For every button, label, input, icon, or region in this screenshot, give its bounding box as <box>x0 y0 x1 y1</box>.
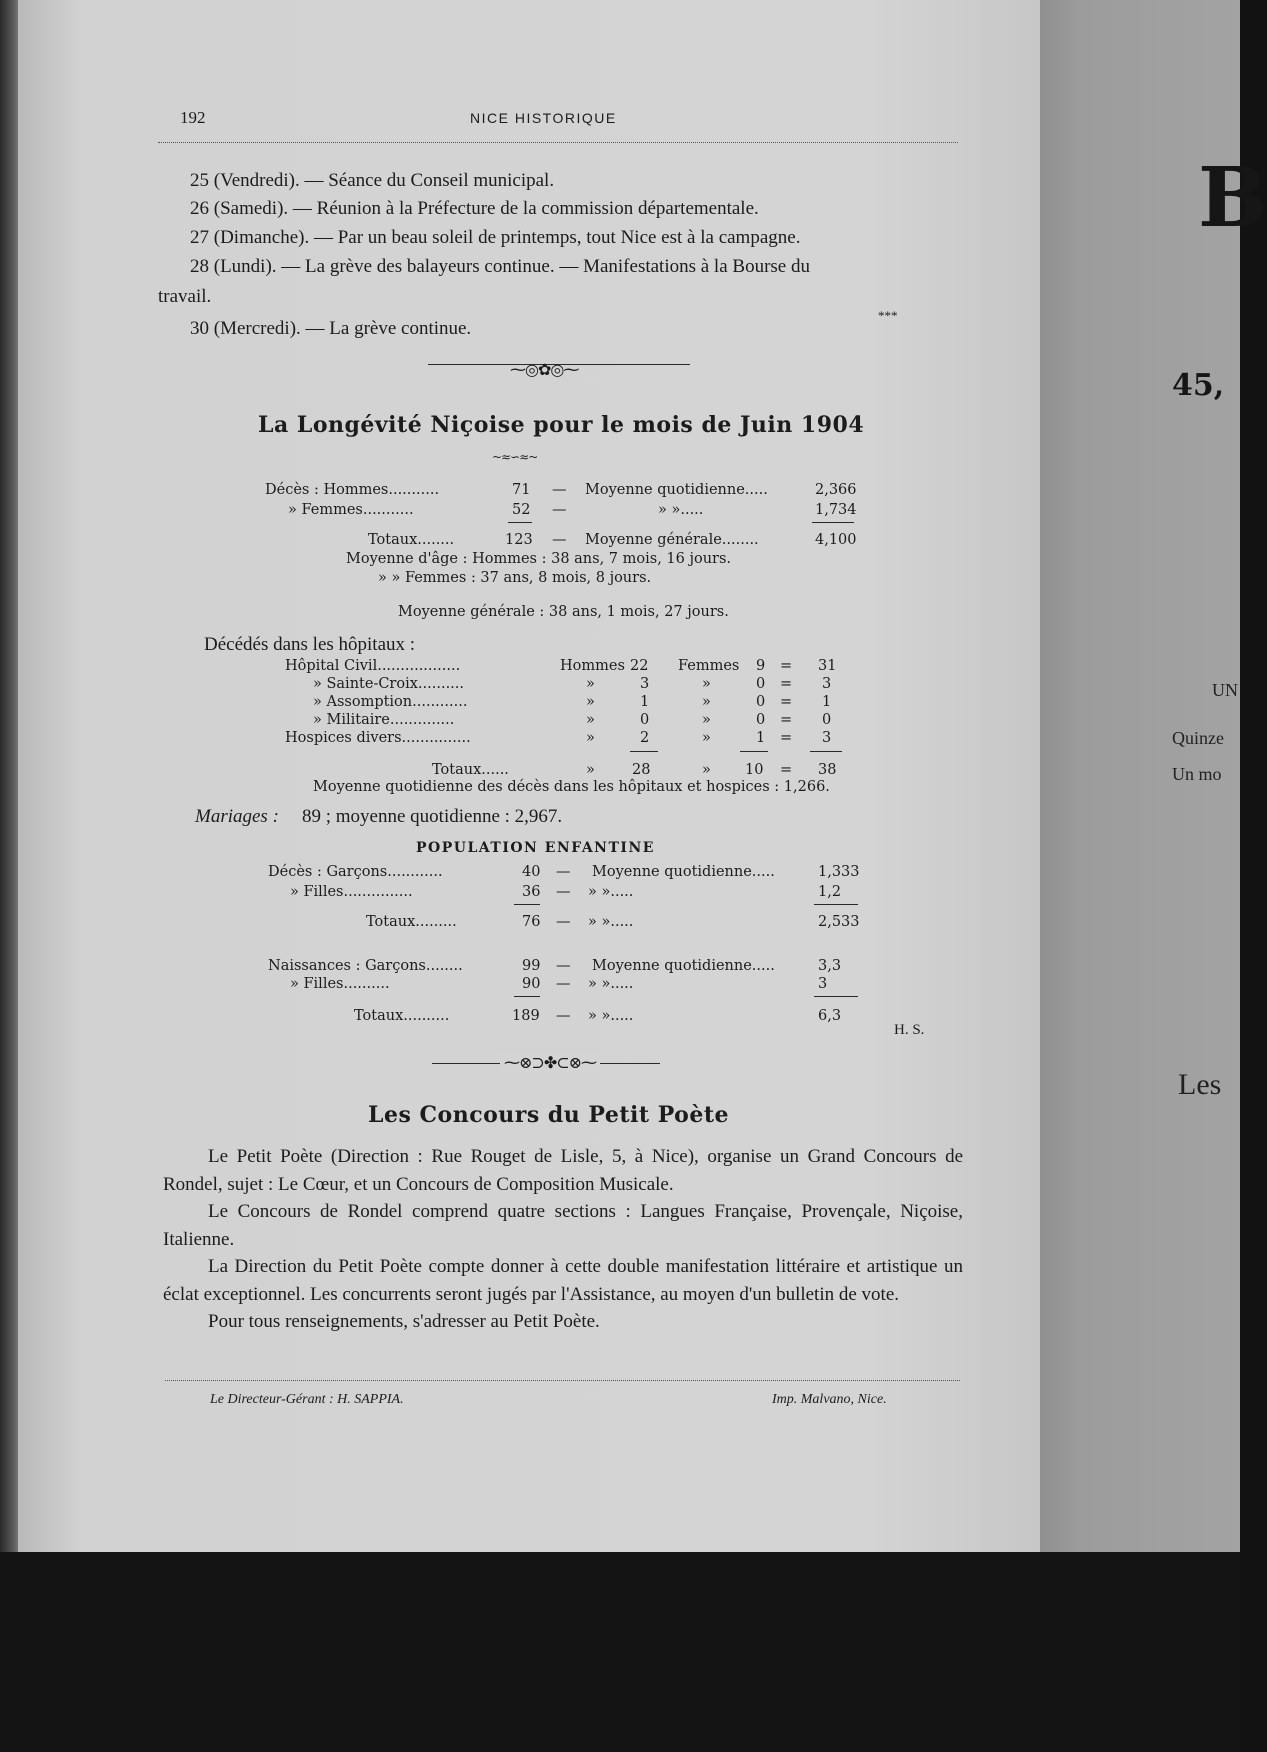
hospital-men: » <box>586 762 595 778</box>
totals-label: Totaux......... <box>366 914 457 930</box>
author-signature: H. S. <box>894 1022 925 1038</box>
row-value: 90 <box>522 976 541 992</box>
adjacent-fragment-un: UN <box>1212 680 1238 700</box>
hospital-men-count: 22 <box>630 658 649 674</box>
row-dash: — <box>556 864 571 880</box>
totals-value: 123 <box>505 532 533 548</box>
adjacent-fragment-quinze: Quinze <box>1172 728 1224 748</box>
hospitals-heading: Décédés dans les hôpitaux : <box>204 634 416 655</box>
marriages-label: Mariages : <box>195 806 279 827</box>
sum-rule <box>630 751 658 752</box>
chronicle-entry: 30 (Mercredi). — La grève continue. <box>190 318 472 339</box>
row-label: » Filles.......... <box>290 976 390 992</box>
row-dash: — <box>556 914 571 930</box>
row-value: 71 <box>512 482 531 498</box>
footer-director: Le Directeur-Gérant : H. SAPPIA. <box>210 1392 404 1407</box>
hospital-total: 1 <box>822 694 832 710</box>
hospital-men: » <box>586 730 595 746</box>
totals-desc: » »..... <box>588 914 634 930</box>
average-age-general: Moyenne générale : 38 ans, 1 mois, 27 jours. <box>398 604 729 620</box>
hospital-men: Hommes <box>560 658 625 674</box>
marriages-text: 89 ; moyenne quotidienne : 2,967. <box>302 806 563 827</box>
totals-average: 4,100 <box>815 532 857 548</box>
hospital-men-count: 3 <box>640 676 650 692</box>
hospital-equals: = <box>780 712 793 728</box>
row-label: » Femmes........... <box>288 502 414 518</box>
sum-rule <box>514 904 540 905</box>
hospital-grand-total: 38 <box>818 762 837 778</box>
hospital-name: » Militaire.............. <box>313 712 455 728</box>
page-number: 192 <box>180 108 206 127</box>
row-desc: » »..... <box>588 976 634 992</box>
row-dash: — <box>556 884 571 900</box>
adjacent-fragment-45: 45, <box>1172 368 1225 403</box>
row-average: 1,734 <box>815 502 857 518</box>
row-average: 1,333 <box>818 864 860 880</box>
hospital-women-count: 0 <box>756 676 766 692</box>
hospital-equals: = <box>780 730 793 746</box>
row-value: 99 <box>522 958 541 974</box>
row-dash: — <box>552 532 567 548</box>
hospital-name: » Sainte-Croix.......... <box>313 676 465 692</box>
hospital-name: Hôpital Civil.................. <box>285 658 461 674</box>
hospital-total: 31 <box>818 658 837 674</box>
row-average: 3,3 <box>818 958 842 974</box>
row-average: 3 <box>818 976 828 992</box>
hospital-total: 3 <box>822 676 832 692</box>
header-rule <box>158 142 958 143</box>
running-title: NICE HISTORIQUE <box>470 110 617 126</box>
hospital-women: » <box>702 676 711 692</box>
hospital-women: » <box>702 762 711 778</box>
totals-label: Totaux........ <box>368 532 455 548</box>
section-title-longevity: La Longévité Niçoise pour le mois de Juin 1904 <box>258 412 865 438</box>
adjacent-fragment-les: Les <box>1178 1068 1222 1101</box>
sum-rule <box>740 751 768 752</box>
hospital-equals: = <box>780 676 793 692</box>
totals-value: 189 <box>512 1008 540 1024</box>
sum-rule <box>514 996 540 997</box>
adjacent-page <box>1040 0 1267 1552</box>
row-desc: Moyenne quotidienne..... <box>592 958 775 974</box>
contest-paragraph: Le Concours de Rondel comprend quatre sections : Langues Française, Provençale, Niçoise, Italienne. <box>163 1201 963 1250</box>
hospital-women: » <box>702 712 711 728</box>
contest-paragraph: Pour tous renseignements, s'adresser au Petit Poète. <box>208 1311 600 1332</box>
row-value: 52 <box>512 502 531 518</box>
hospital-women-total: 10 <box>745 762 764 778</box>
row-label: Décès : Garçons............ <box>268 864 443 880</box>
chronicle-entry: 26 (Samedi). — Réunion à la Préfecture de la commission départementale. <box>190 198 759 219</box>
hospital-men-total: 28 <box>632 762 651 778</box>
row-label: » Filles............... <box>290 884 413 900</box>
hospital-women: » <box>702 694 711 710</box>
sum-rule <box>814 904 858 905</box>
chronicle-entry: travail. <box>158 286 212 307</box>
sum-rule <box>814 996 858 997</box>
hospital-daily-average-note: Moyenne quotidienne des décès dans les hôpitaux et hospices : 1,266. <box>313 779 830 795</box>
footer-rule <box>165 1380 960 1381</box>
hospital-totals-label: Totaux...... <box>432 762 509 778</box>
hospital-equals: = <box>780 762 793 778</box>
chronicle-entry: 27 (Dimanche). — Par un beau soleil de printemps, tout Nice est à la campagne. <box>190 227 801 248</box>
sum-rule <box>810 751 842 752</box>
scan-background <box>0 1552 1240 1752</box>
adjacent-fragment-b: B <box>1198 150 1267 246</box>
adjacent-fragment-un-mo: Un mo <box>1172 764 1222 784</box>
totals-average: 2,533 <box>818 914 860 930</box>
chronicle-entry: 28 (Lundi). — La grève des balayeurs continue. — Manifestations à la Bourse du <box>190 256 810 277</box>
hospital-women: » <box>702 730 711 746</box>
row-average: 1,2 <box>818 884 842 900</box>
row-dash: — <box>556 976 571 992</box>
fleuron-ornament: ⁓◎✿◎⁓ <box>510 360 579 379</box>
totals-value: 76 <box>522 914 541 930</box>
children-heading: POPULATION ENFANTINE <box>416 840 655 856</box>
row-label: Décès : Hommes........... <box>265 482 440 498</box>
average-age-men: Moyenne d'âge : Hommes : 38 ans, 7 mois, 16 jours. <box>346 551 732 567</box>
totals-average: 6,3 <box>818 1008 842 1024</box>
hospital-men-count: 0 <box>640 712 650 728</box>
row-desc: Moyenne quotidienne..... <box>585 482 768 498</box>
hospital-men: » <box>586 694 595 710</box>
asterism: *** <box>878 308 898 323</box>
row-value: 36 <box>522 884 541 900</box>
row-dash: — <box>552 502 567 518</box>
contest-body <box>163 1143 963 1336</box>
hospital-name: » Assomption............ <box>313 694 468 710</box>
row-average: 2,366 <box>815 482 857 498</box>
hospital-total: 0 <box>822 712 832 728</box>
row-dash: — <box>552 482 567 498</box>
totals-desc: Moyenne générale........ <box>585 532 759 548</box>
hospital-equals: = <box>780 694 793 710</box>
hospital-men: » <box>586 676 595 692</box>
footer-printer: Imp. Malvano, Nice. <box>772 1392 887 1407</box>
hospital-total: 3 <box>822 730 832 746</box>
row-value: 40 <box>522 864 541 880</box>
row-desc: » »..... <box>588 884 634 900</box>
contest-paragraph: La Direction du Petit Poète compte donner à cette double manifestation littéraire et artistique un éclat exceptionnel. Les concurrents seront jugés par l'Assistance, au moyen d'un bulletin de vote. <box>163 1256 963 1305</box>
fleuron-ornament: ⁓⊗⊃✤⊂⊗⁓ <box>500 1053 600 1072</box>
hospital-men-count: 2 <box>640 730 650 746</box>
hospital-name: Hospices divers............... <box>285 730 471 746</box>
totals-desc: » »..... <box>588 1008 634 1024</box>
hospital-women-count: 0 <box>756 712 766 728</box>
contest-paragraph: Le Petit Poète (Direction : Rue Rouget de Lisle, 5, à Nice), organise un Grand Concours de Rondel, sujet : Le Cœur, et un Concours de Composition Musicale. <box>163 1146 963 1195</box>
hospital-men-count: 1 <box>640 694 650 710</box>
row-dash: — <box>556 958 571 974</box>
average-age-women: » » Femmes : 37 ans, 8 mois, 8 jours. <box>378 570 652 586</box>
sum-rule <box>508 522 532 523</box>
row-desc: Moyenne quotidienne..... <box>592 864 775 880</box>
hospital-women-count: 9 <box>756 658 766 674</box>
hospital-men: » <box>586 712 595 728</box>
totals-label: Totaux.......... <box>354 1008 450 1024</box>
hospital-women: Femmes <box>678 658 740 674</box>
row-dash: — <box>556 1008 571 1024</box>
hospital-equals: = <box>780 658 793 674</box>
hospital-women-count: 1 <box>756 730 766 746</box>
row-desc: » »..... <box>658 502 704 518</box>
chronicle-entry: 25 (Vendredi). — Séance du Conseil municipal. <box>190 170 555 191</box>
row-label: Naissances : Garçons........ <box>268 958 463 974</box>
sum-rule <box>812 522 854 523</box>
hospital-women-count: 0 <box>756 694 766 710</box>
section-title-contest: Les Concours du Petit Poète <box>368 1102 729 1128</box>
title-ornament: ~≈∽≈~ <box>492 450 538 464</box>
